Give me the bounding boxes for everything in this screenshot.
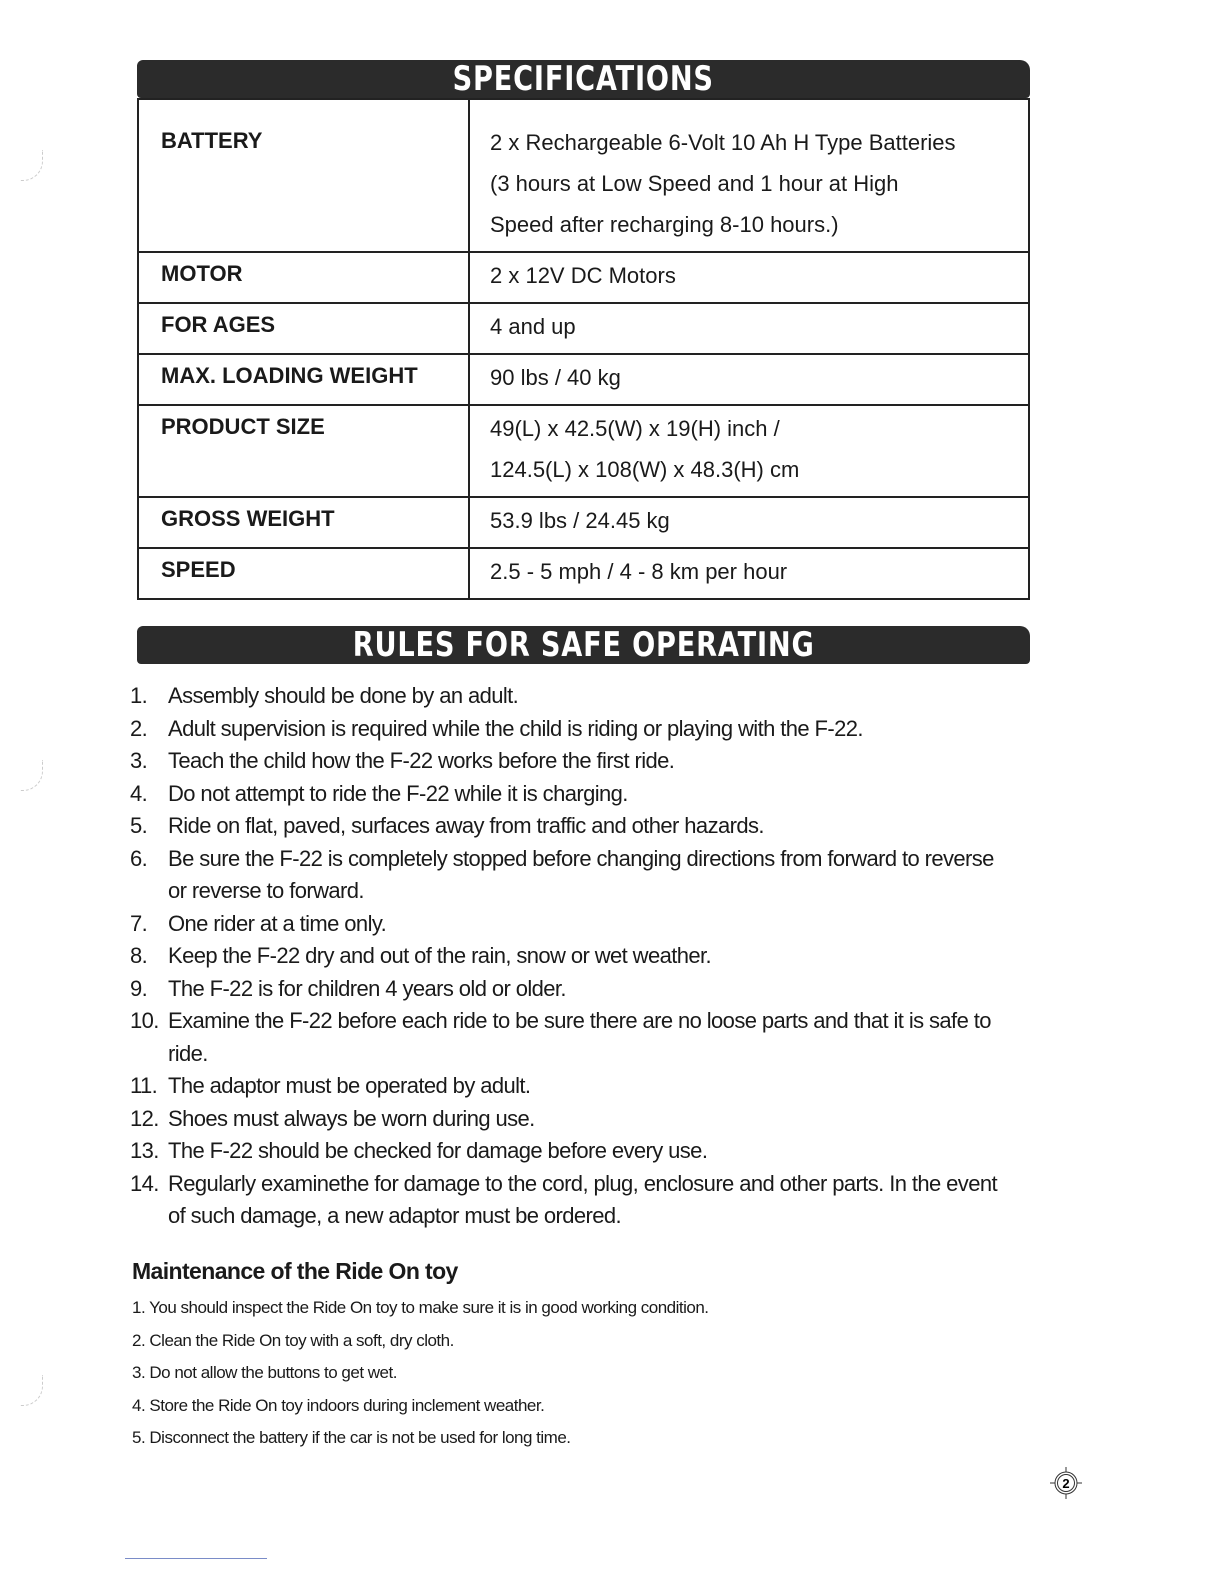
spec-label: GROSS WEIGHT [138, 497, 469, 548]
rule-item [130, 1135, 1010, 1168]
rule-text: One rider at a time only. [168, 910, 387, 936]
binder-hole-mark [20, 150, 43, 181]
spec-value-line: 53.9 lbs / 24.45 kg [490, 508, 670, 533]
spec-value [469, 497, 1029, 548]
spec-value-line: 49(L) x 42.5(W) x 19(H) inch / [490, 416, 780, 441]
rule-number: 8. [130, 943, 148, 968]
rule-text: Do not attempt to ride the F-22 while it is charging. [168, 780, 628, 806]
spec-row [138, 548, 1029, 599]
rules-banner [137, 626, 1030, 664]
rules-list [130, 680, 1010, 1233]
rule-item [130, 973, 1010, 1006]
spec-row [138, 252, 1029, 303]
rule-item [130, 1005, 1010, 1070]
maintenance-item: 3. Do not allow the buttons to get wet. [132, 1363, 397, 1382]
rule-text: Keep the F-22 dry and out of the rain, snow or wet weather. [168, 943, 712, 968]
maintenance-item: 1. You should inspect the Ride On toy to make sure it is in good working condition. [132, 1298, 709, 1317]
rule-text: The F-22 should be checked for damage before every use. [168, 1138, 708, 1163]
rule-item [130, 778, 1010, 811]
page-number-badge [1048, 1465, 1084, 1501]
rule-text: Adult supervision is required while the child is riding or playing with the F-22. [168, 715, 863, 741]
spec-label: PRODUCT SIZE [138, 405, 469, 497]
spec-label: SPEED [138, 548, 469, 599]
rule-item [130, 713, 1010, 746]
spec-value-line: 2 x Rechargeable 6-Volt 10 Ah H Type Batteries [490, 130, 956, 155]
spec-value-line: Speed after recharging 8-10 hours.) [490, 212, 839, 237]
spec-row [138, 303, 1029, 354]
spec-value [469, 99, 1029, 252]
spec-label: MAX. LOADING WEIGHT [138, 354, 469, 405]
spec-row [138, 354, 1029, 405]
spec-label: BATTERY [138, 99, 469, 252]
rule-number: 13. [130, 1138, 159, 1163]
binder-hole-mark [20, 1375, 43, 1406]
spec-label: MOTOR [138, 252, 469, 303]
spec-value [469, 303, 1029, 354]
rule-number: 14. [130, 1170, 159, 1196]
spec-value-line: 4 and up [490, 314, 576, 339]
rule-text: The F-22 is for children 4 years old or older. [168, 975, 566, 1001]
spec-value [469, 405, 1029, 497]
rule-item [130, 1168, 1010, 1233]
rule-text: Shoes must always be worn during use. [168, 1105, 535, 1131]
maintenance-list [132, 1292, 709, 1455]
maintenance-item: 4. Store the Ride On toy indoors during inclement weather. [132, 1395, 545, 1415]
rule-number: 4. [130, 780, 148, 806]
rule-text: Ride on flat, paved, surfaces away from traffic and other hazards. [168, 813, 764, 838]
spec-label: FOR AGES [138, 303, 469, 354]
rule-text: The adaptor must be operated by adult. [168, 1073, 531, 1098]
specifications-title: SPECIFICATIONS [452, 59, 715, 99]
spec-row [138, 497, 1029, 548]
rule-number: 11. [130, 1073, 158, 1098]
rule-number: 9. [130, 975, 148, 1001]
rule-number: 5. [130, 813, 148, 838]
rule-text: Examine the F-22 before each ride to be sure there are no loose parts and that it is safe to ride. [168, 1008, 991, 1066]
spec-value-line: 124.5(L) x 108(W) x 48.3(H) cm [490, 457, 800, 482]
rule-number: 3. [130, 748, 148, 773]
binder-hole-mark [20, 760, 43, 791]
rule-item [130, 940, 1010, 973]
rule-number: 6. [130, 845, 148, 871]
rule-item [130, 810, 1010, 843]
rule-number: 12. [130, 1105, 159, 1131]
rule-text: Regularly examinethe for damage to the cord, plug, enclosure and other parts. In the event of such damage, a new adaptor must be ordered. [168, 1170, 997, 1228]
maintenance-item: 5. Disconnect the battery if the car is not be used for long time. [132, 1428, 571, 1447]
specifications-table [137, 98, 1030, 600]
spec-value [469, 548, 1029, 599]
rule-number: 7. [130, 910, 148, 936]
spec-row [138, 405, 1029, 497]
rule-number: 10. [130, 1008, 159, 1033]
rule-item [130, 745, 1010, 778]
maintenance-item: 2. Clean the Ride On toy with a soft, dry cloth. [132, 1330, 454, 1350]
page-number: 2 [1062, 1476, 1070, 1491]
specifications-banner [137, 60, 1030, 98]
spec-value-line: 90 lbs / 40 kg [490, 365, 621, 390]
rule-number: 2. [130, 715, 148, 741]
spec-value-line: 2.5 - 5 mph / 4 - 8 km per hour [490, 559, 788, 584]
spec-value [469, 354, 1029, 405]
spec-row [138, 99, 1029, 252]
rule-item [130, 843, 1010, 908]
rule-text: Be sure the F-22 is completely stopped before changing directions from forward to reverse or reverse to forward. [168, 845, 994, 903]
spec-value-line: (3 hours at Low Speed and 1 hour at High [490, 171, 899, 196]
rules-title: RULES FOR SAFE OPERATING [352, 625, 815, 665]
rule-item [130, 908, 1010, 941]
rule-item [130, 1070, 1010, 1103]
rule-number: 1. [130, 683, 148, 708]
spec-value-line: 2 x 12V DC Motors [490, 263, 676, 288]
rule-item [130, 680, 1010, 713]
bottom-rule [125, 1558, 267, 1559]
rule-text: Assembly should be done by an adult. [168, 683, 519, 708]
maintenance-heading: Maintenance of the Ride On toy [132, 1258, 458, 1284]
spec-value [469, 252, 1029, 303]
rule-item [130, 1103, 1010, 1136]
rule-text: Teach the child how the F-22 works before the first ride. [168, 748, 675, 773]
